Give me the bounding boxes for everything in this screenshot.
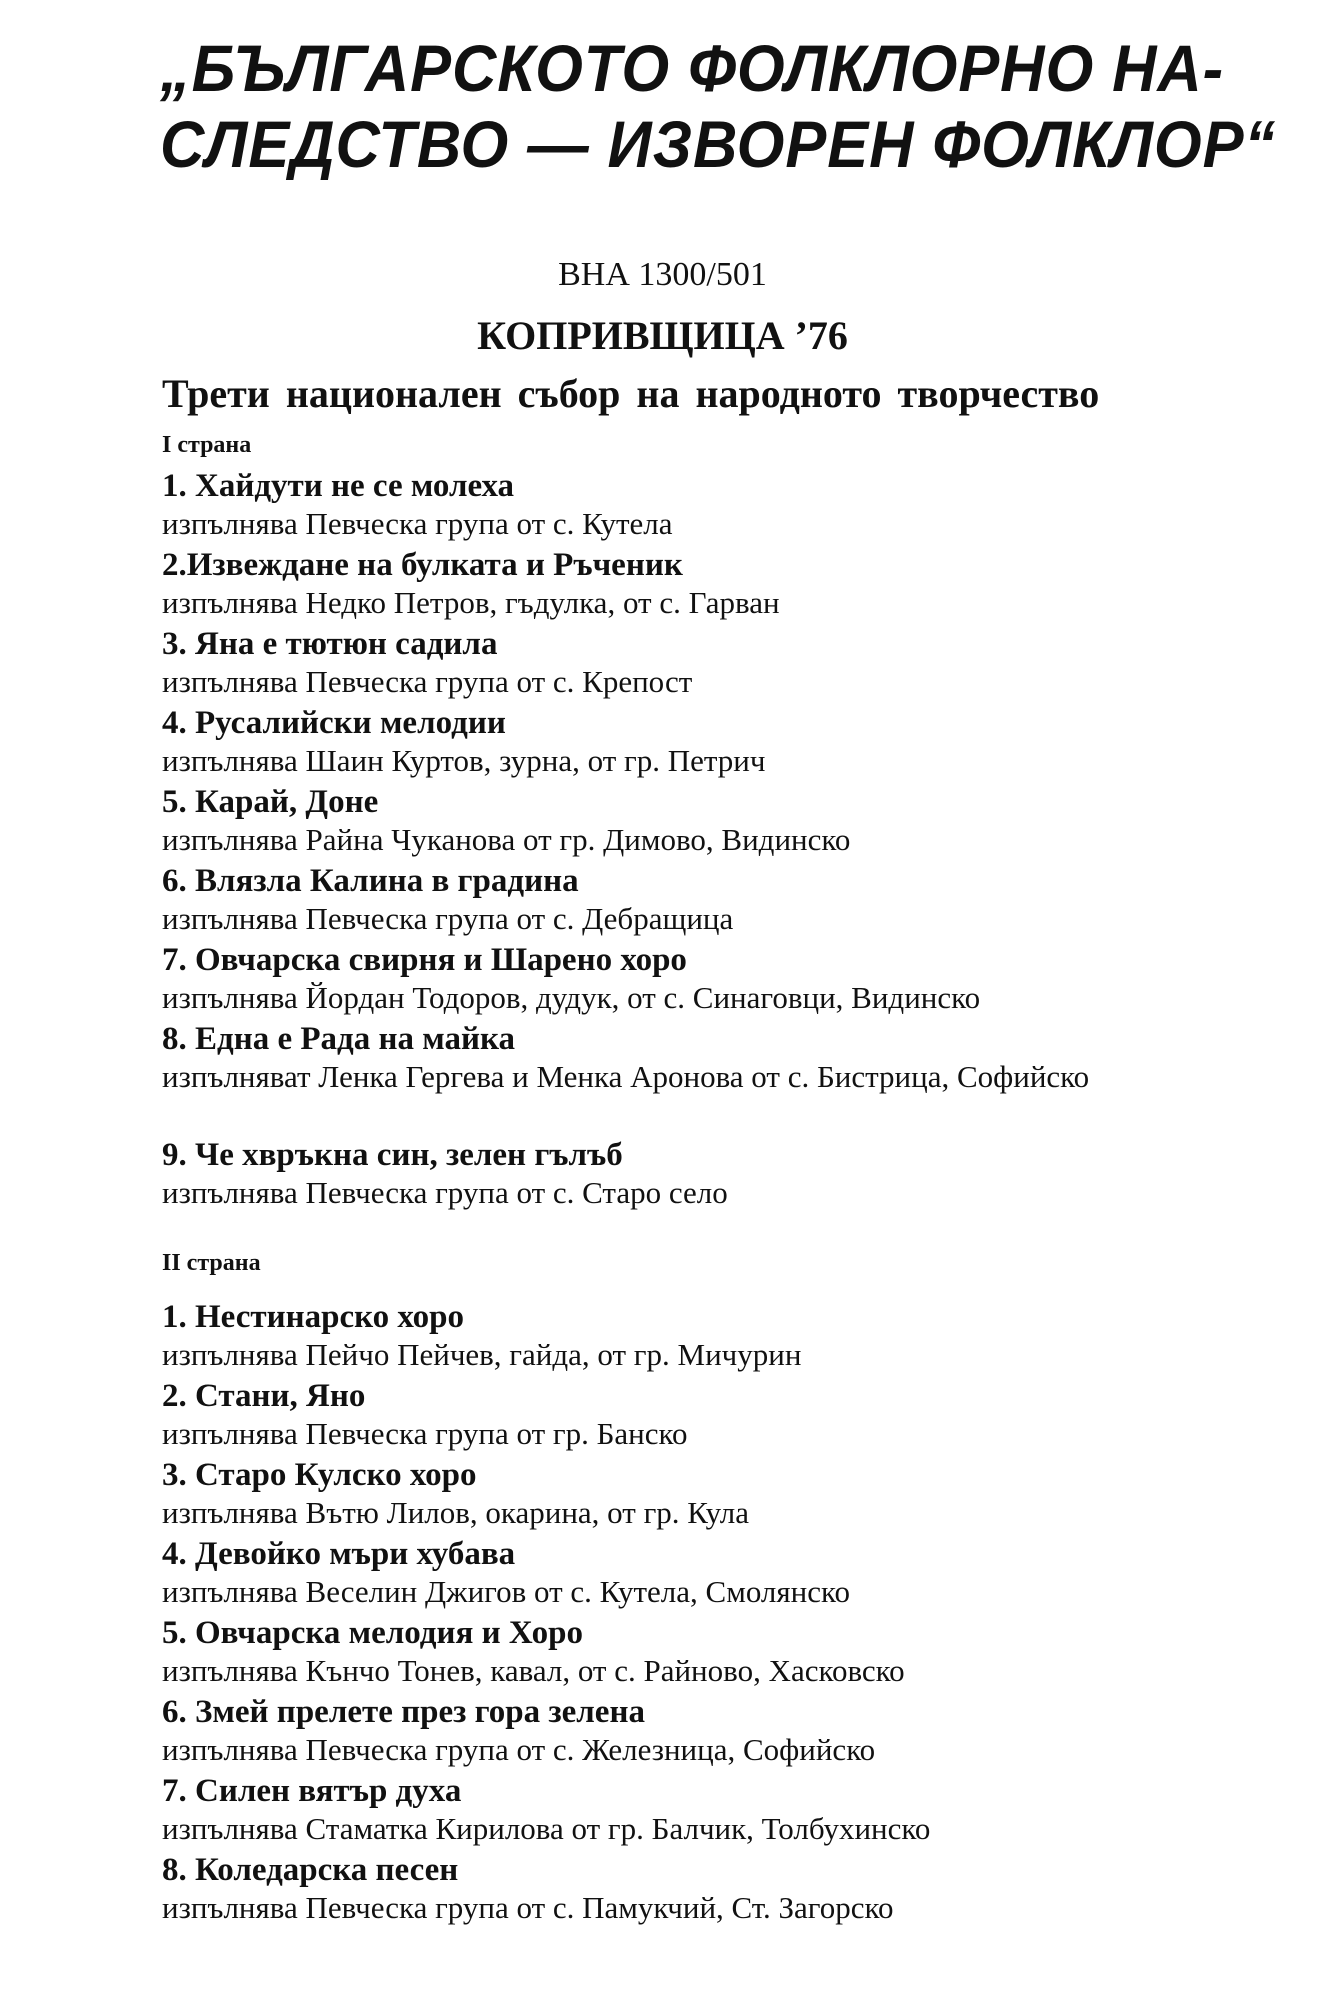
track-item: [162, 1020, 1212, 1136]
document-title-line-2: СЛЕДСТВО — ИЗВОРЕН ФОЛКЛОР“: [160, 107, 1277, 181]
track-performer: изпълнява Кънчо Тонев, кавал, от с. Райново, Хасковско: [162, 1653, 905, 1688]
track-item: [162, 1136, 1212, 1215]
track-title: 7. Силен вятър духа: [162, 1773, 462, 1809]
track-item: [162, 1298, 1212, 1377]
track-performer: изпълнява Стаматка Кирилова от гр. Балчик, Толбухинско: [162, 1811, 931, 1846]
track-performer: изпълнява Певческа група от с. Кутела: [162, 506, 673, 541]
track-title: 1. Хайдути не се молеха: [162, 468, 515, 504]
track-title: 6. Змей прелете през гора зелена: [162, 1694, 645, 1730]
event-title: КОПРИВЩИЦА ’76: [477, 313, 848, 358]
document-title: [160, 30, 1277, 182]
track-performer: изпълнява Певческа група от с. Дебращица: [162, 901, 734, 936]
track-title: 8. Една е Рада на майка: [162, 1021, 516, 1057]
subtitle: Трети национален събор на народното творчество: [162, 371, 1100, 416]
track-item: [162, 1851, 1212, 1930]
track-title: 5. Овчарска мелодия и Хоро: [162, 1615, 584, 1651]
track-title: 9. Че хвръкна син, зелен гълъб: [162, 1137, 623, 1173]
track-title: 8. Коледарска песен: [162, 1852, 459, 1888]
track-title: 2. Стани, Яно: [162, 1378, 366, 1414]
document-title-line-1: „БЪЛГАРСКОТО ФОЛКЛОРНО НА-: [160, 31, 1224, 105]
track-item: [162, 625, 1212, 704]
track-performer: изпълнява Шаин Куртов, зурна, от гр. Петрич: [162, 743, 766, 778]
track-item: [162, 704, 1212, 783]
side-2-track-list: [162, 1298, 1212, 1930]
track-performer: изпълнява Певческа група от с. Старо село: [162, 1175, 728, 1210]
track-performer: изпълнява Певческа група от с. Крепост: [162, 664, 693, 699]
track-title: 6. Влязла Калина в градина: [162, 863, 579, 899]
track-performer: изпълнява Пейчо Пейчев, гайда, от гр. Мичурин: [162, 1337, 802, 1372]
track-performer: изпълнява Певческа група от с. Железница, Софийско: [162, 1732, 876, 1767]
track-item: [162, 1614, 1212, 1693]
track-performer: изпълнява Райна Чуканова от гр. Димово, Видинско: [162, 822, 851, 857]
track-item: [162, 1377, 1212, 1456]
track-title: 4. Русалийски мелодии: [162, 705, 506, 741]
track-item: [162, 1535, 1212, 1614]
track-item: [162, 1456, 1212, 1535]
side-2-label: II страна: [162, 1250, 261, 1276]
track-title: 3. Старо Кулско хоро: [162, 1457, 477, 1493]
side-1-track-list: [162, 467, 1212, 1215]
track-item: [162, 1772, 1212, 1851]
track-title: 2.Извеждане на булката и Ръченик: [162, 547, 683, 583]
catalog-number: ВНА 1300/501: [558, 256, 767, 293]
track-item: [162, 941, 1212, 1020]
track-performer: изпълнява Вътю Лилов, окарина, от гр. Кула: [162, 1495, 750, 1530]
track-performer: изпълнява Недко Петров, гъдулка, от с. Гарван: [162, 585, 780, 620]
track-title: 4. Девойко мъри хубава: [162, 1536, 516, 1572]
track-item: [162, 783, 1212, 862]
track-performer: изпълнява Веселин Джигов от с. Кутела, Смолянско: [162, 1574, 850, 1609]
track-title: 1. Нестинарско хоро: [162, 1299, 465, 1335]
track-title: 3. Яна е тютюн садила: [162, 626, 498, 662]
track-title: 7. Овчарска свирня и Шарено хоро: [162, 942, 687, 978]
track-item: [162, 467, 1212, 546]
track-item: [162, 546, 1212, 625]
track-performer: изпълнява Йордан Тодоров, дудук, от с. Синаговци, Видинско: [162, 980, 981, 1015]
track-performer: изпълнява Певческа група от гр. Банско: [162, 1416, 688, 1451]
track-performer: изпълнява Певческа група от с. Памукчий, Ст. Загорско: [162, 1890, 894, 1925]
track-item: [162, 1693, 1212, 1772]
track-item: [162, 862, 1212, 941]
track-performer: изпълняват Ленка Гергева и Менка Аронова от с. Бистрица, Софийско: [162, 1059, 1090, 1094]
track-title: 5. Карай, Доне: [162, 784, 379, 820]
side-1-label: I страна: [162, 432, 252, 458]
